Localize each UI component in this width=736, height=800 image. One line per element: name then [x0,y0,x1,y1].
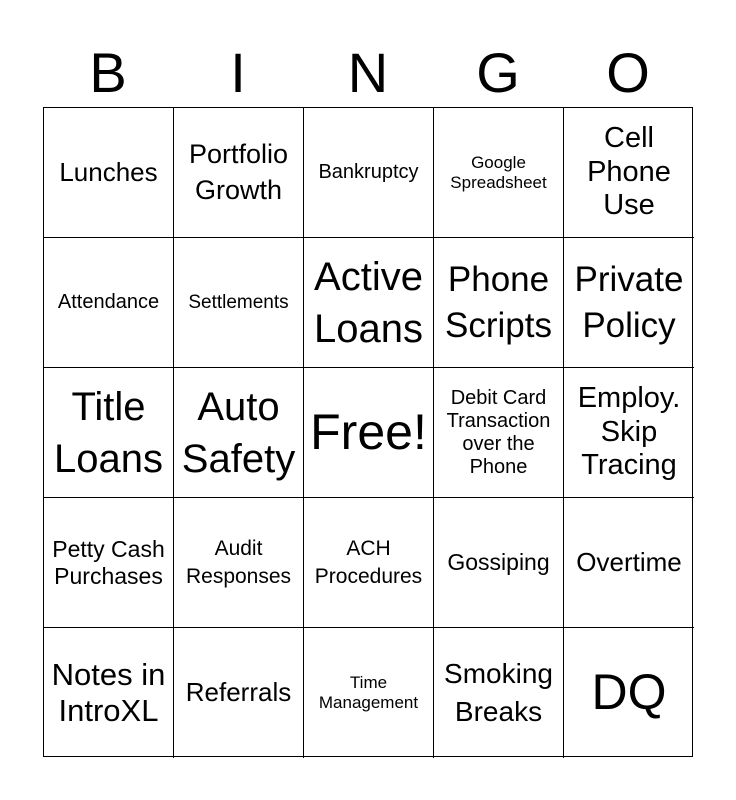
cell-text: Debit Card Transaction over the Phone [446,386,551,478]
bingo-cell [44,238,174,368]
bingo-cell [174,498,304,628]
cell-text: DQ [591,664,667,721]
header-letter-b: B [89,41,127,104]
bingo-cell [434,368,564,498]
cell-text: Smoking Breaks [444,658,553,727]
bingo-cell [174,368,304,498]
cell-text: Bankruptcy [318,161,419,183]
bingo-cell [174,108,304,238]
bingo-cell [434,628,564,758]
cell-text: Attendance [57,291,160,313]
bingo-board [43,107,693,757]
cell-text: Employ. Skip Tracing [577,382,681,482]
cell-text: Portfolio Growth [188,138,289,205]
cell-text: Phone Scripts [445,260,552,345]
cell-text: ACH Procedures [314,537,423,588]
bingo-cell [304,498,434,628]
bingo-cell [564,628,694,758]
cell-text: Gossiping [447,549,550,576]
cell-text: Title Loans [54,384,163,481]
cell-text: Cell Phone Use [587,122,671,222]
bingo-cell [174,238,304,368]
header-letter-g: G [476,41,520,104]
bingo-cell [434,238,564,368]
free-space [304,368,434,498]
bingo-cell [304,238,434,368]
cell-text: Active Loans [314,254,423,351]
cell-text: Auto Safety [181,384,296,481]
bingo-cell [564,498,694,628]
cell-text: Lunches [59,156,158,187]
cell-text: Google Spreadsheet [450,152,547,192]
bingo-cell [564,368,694,498]
cell-text: Free! [310,403,427,460]
bingo-cell [44,628,174,758]
cell-text: Petty Cash Purchases [52,536,165,589]
cell-text: Overtime [576,546,682,577]
bingo-cell [564,108,694,238]
cell-text: Audit Responses [185,537,292,588]
bingo-cell [434,108,564,238]
bingo-cell [304,628,434,758]
bingo-cell [44,498,174,628]
bingo-cell [44,368,174,498]
bingo-cell [564,238,694,368]
header-letter-o: O [606,41,650,104]
bingo-cell [44,108,174,238]
bingo-cell [304,108,434,238]
bingo-cell [434,498,564,628]
cell-text: Notes in IntroXL [51,657,166,728]
header-letter-n: N [347,41,389,104]
header-letter-i: I [230,41,246,104]
cell-text: Private Policy [574,260,684,345]
cell-text: Settlements [188,291,289,313]
cell-text: Time Management [318,673,419,712]
bingo-cell [174,628,304,758]
cell-text: Referrals [185,677,292,708]
bingo-header [43,40,693,106]
